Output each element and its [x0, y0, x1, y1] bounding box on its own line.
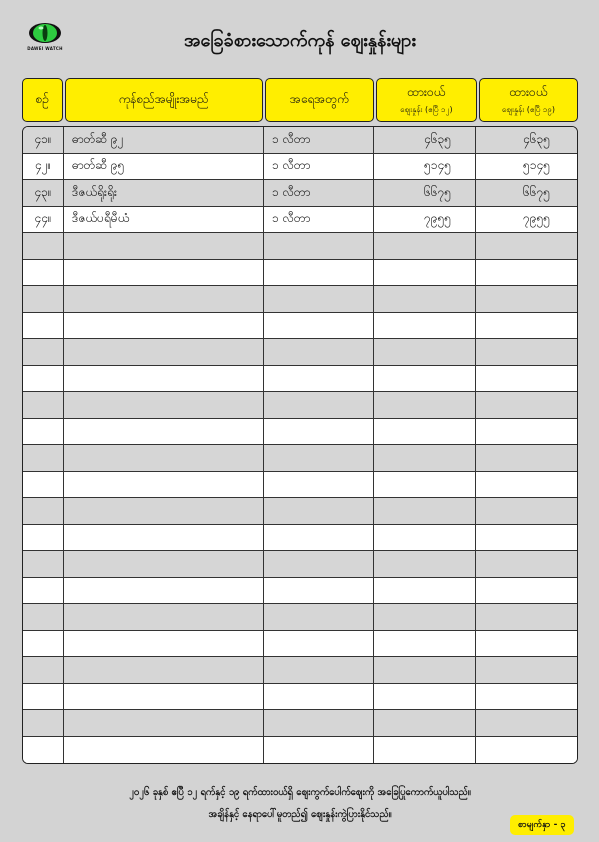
table-cell — [23, 737, 64, 764]
table-cell: ၁ လီတာ — [264, 180, 374, 206]
header-cell-quantity — [265, 78, 374, 122]
footer-line-1: ၂၀၂၆ ခုနှစ် ဧပြီ ၁၂ ရက်နှင့် ၁၉ ရက်ထားဝယ်ရှိ ဈေးကွက်ပေါက်ဈေးကို အခြေပြုကောက်ယူပါသည်။ — [129, 787, 471, 798]
table-cell — [23, 419, 64, 445]
table-cell — [476, 419, 576, 445]
table-header — [22, 78, 578, 122]
table-cell — [64, 392, 264, 418]
header-cell-no — [22, 78, 63, 122]
table-cell — [64, 684, 264, 710]
table-cell — [264, 339, 374, 365]
table-cell — [64, 604, 264, 630]
table-cell — [23, 604, 64, 630]
table-row — [23, 604, 577, 631]
table-cell — [374, 498, 476, 524]
header-cell-price-apr12 — [376, 78, 477, 122]
table-cell — [64, 657, 264, 683]
table-cell — [64, 419, 264, 445]
table-cell — [64, 631, 264, 657]
page-title: အခြေခံစားသောက်ကုန် ဈေးနှုန်းများ — [183, 30, 416, 51]
header-sublabel: ဈေးနှုန်း (ဧပြီ ၁၉) — [501, 105, 555, 114]
table-cell — [64, 445, 264, 471]
table-cell — [23, 657, 64, 683]
eye-icon — [28, 22, 62, 44]
table-cell: ဓာတ်ဆီ ၉၅ — [64, 154, 264, 180]
table-cell: ၁ လီတာ — [264, 154, 374, 180]
table-cell — [64, 710, 264, 736]
table-cell — [374, 684, 476, 710]
table-row — [23, 339, 577, 366]
table-row — [23, 684, 577, 711]
table-cell — [374, 578, 476, 604]
table-row — [23, 207, 577, 234]
table-cell — [23, 684, 64, 710]
table-row — [23, 445, 577, 472]
header-label: အရေအတွက် — [289, 92, 349, 106]
table-cell — [64, 313, 264, 339]
table-cell: ဒီဇယ်ရိုးရိုး — [64, 180, 264, 206]
table-cell — [264, 498, 374, 524]
table-cell — [23, 286, 64, 312]
table-cell — [476, 339, 576, 365]
table-cell — [374, 737, 476, 764]
table-cell — [23, 392, 64, 418]
table-cell: ၄၁။ — [23, 127, 64, 153]
table-cell — [64, 498, 264, 524]
table-cell — [264, 233, 374, 259]
table-cell — [23, 710, 64, 736]
table-row — [23, 313, 577, 340]
table-cell: ၄၆၃၅ — [523, 131, 550, 146]
table-cell: ၄၂။ — [23, 154, 64, 180]
table-cell — [374, 604, 476, 630]
table-cell — [264, 657, 374, 683]
table-cell — [264, 313, 374, 339]
table-cell — [264, 445, 374, 471]
table-cell: ၄၆၃၅ — [374, 127, 476, 153]
table-cell — [264, 260, 374, 286]
table-cell — [264, 392, 374, 418]
table-cell — [264, 551, 374, 577]
table-cell — [374, 525, 476, 551]
table-cell: ၅၁၄၅ — [374, 154, 476, 180]
table-cell — [374, 260, 476, 286]
logo-text: DAWEI WATCH — [27, 46, 63, 51]
table-cell: ၆၆၇၅ — [523, 184, 550, 199]
table-row — [23, 578, 577, 605]
table-cell — [476, 525, 576, 551]
table-cell — [23, 551, 64, 577]
table-cell — [374, 472, 476, 498]
table-row — [23, 392, 577, 419]
table-cell — [476, 604, 576, 630]
header-label: ထားဝယ် — [509, 85, 548, 99]
dawei-watch-logo — [24, 22, 66, 51]
table-cell — [374, 286, 476, 312]
table-row — [23, 498, 577, 525]
table-cell — [476, 445, 576, 471]
table-cell — [476, 366, 576, 392]
table-cell — [476, 260, 576, 286]
table-cell — [476, 631, 576, 657]
table-cell — [374, 445, 476, 471]
table-cell: ဒီဇယ်ပရီမီယံ — [64, 207, 264, 233]
table-cell — [64, 737, 264, 764]
table-cell — [476, 472, 576, 498]
table-cell — [64, 551, 264, 577]
table-cell — [64, 525, 264, 551]
table-cell — [476, 657, 576, 683]
table-cell: ၇၉၅၅ — [374, 207, 476, 233]
table-cell — [476, 684, 576, 710]
table-cell — [476, 578, 576, 604]
table-cell — [264, 737, 374, 764]
table-cell — [64, 260, 264, 286]
table-cell — [23, 260, 64, 286]
table-row — [23, 260, 577, 287]
table-cell — [23, 578, 64, 604]
table-cell — [264, 366, 374, 392]
table-cell — [64, 286, 264, 312]
table-row — [23, 737, 577, 764]
table-cell: ဓာတ်ဆီ ၉၂ — [64, 127, 264, 153]
table-cell — [264, 525, 374, 551]
table-row — [23, 631, 577, 658]
table-cell — [476, 551, 576, 577]
table-row — [23, 286, 577, 313]
table-cell — [374, 366, 476, 392]
table-cell — [23, 313, 64, 339]
table-cell: ၅၁၄၅ — [523, 158, 550, 173]
table-cell — [264, 710, 374, 736]
table-cell: ၄၃။ — [23, 180, 64, 206]
table-cell — [476, 737, 576, 764]
table-row — [23, 710, 577, 737]
table-cell: ၆၆၇၅ — [374, 180, 476, 206]
table-row — [23, 525, 577, 552]
table-row — [23, 419, 577, 446]
table-row — [23, 127, 577, 154]
header-label: စဉ် — [35, 92, 50, 106]
table-cell — [374, 392, 476, 418]
table-cell — [374, 551, 476, 577]
table-row — [23, 472, 577, 499]
table-row — [23, 551, 577, 578]
table-cell: ၇၉၅၅ — [523, 211, 550, 226]
table-cell — [264, 578, 374, 604]
table-cell — [64, 339, 264, 365]
table-cell — [264, 472, 374, 498]
table-row — [23, 154, 577, 181]
table-cell — [374, 710, 476, 736]
table-row — [23, 657, 577, 684]
table-cell — [23, 631, 64, 657]
table-cell: ၁ လီတာ — [264, 127, 374, 153]
table-cell — [23, 525, 64, 551]
table-cell: ၁ လီတာ — [264, 207, 374, 233]
header-cell-item — [65, 78, 263, 122]
footer-line-2: အချိန်နှင့် နေရာပေါ်မူတည်၍ ဈေးနှုန်းကွဲပြားနိုင်သည်။ — [208, 809, 392, 820]
table-cell — [374, 313, 476, 339]
table-cell — [64, 472, 264, 498]
table-cell — [374, 339, 476, 365]
table-cell — [476, 710, 576, 736]
table-cell — [64, 233, 264, 259]
footer-note — [60, 782, 540, 826]
table-row — [23, 366, 577, 393]
table-row — [23, 180, 577, 207]
price-table — [22, 126, 578, 764]
table-cell — [476, 233, 576, 259]
table-cell — [476, 313, 576, 339]
table-cell — [23, 339, 64, 365]
table-cell — [64, 366, 264, 392]
table-cell — [264, 631, 374, 657]
table-cell — [374, 631, 476, 657]
table-cell — [264, 286, 374, 312]
table-cell — [23, 366, 64, 392]
header-label: ကုန်စည်အမျိုးအမည် — [118, 92, 209, 106]
page-number-badge: စာမျက်နှာ - ၃ — [510, 815, 574, 835]
table-cell — [374, 233, 476, 259]
table-row — [23, 233, 577, 260]
header-cell-price-apr19 — [479, 78, 578, 122]
table-cell — [23, 445, 64, 471]
table-cell — [64, 578, 264, 604]
table-cell — [264, 604, 374, 630]
table-cell — [264, 419, 374, 445]
table-cell — [476, 498, 576, 524]
table-cell — [374, 657, 476, 683]
table-cell — [264, 684, 374, 710]
table-cell — [23, 233, 64, 259]
table-cell — [374, 419, 476, 445]
header-sublabel: ဈေးနှုန်း (ဧပြီ ၁၂) — [400, 105, 453, 114]
table-cell — [476, 286, 576, 312]
table-cell — [476, 392, 576, 418]
header-label: ထားဝယ် — [407, 85, 446, 99]
table-cell — [23, 472, 64, 498]
table-cell: ၄၄။ — [23, 207, 64, 233]
table-cell — [23, 498, 64, 524]
